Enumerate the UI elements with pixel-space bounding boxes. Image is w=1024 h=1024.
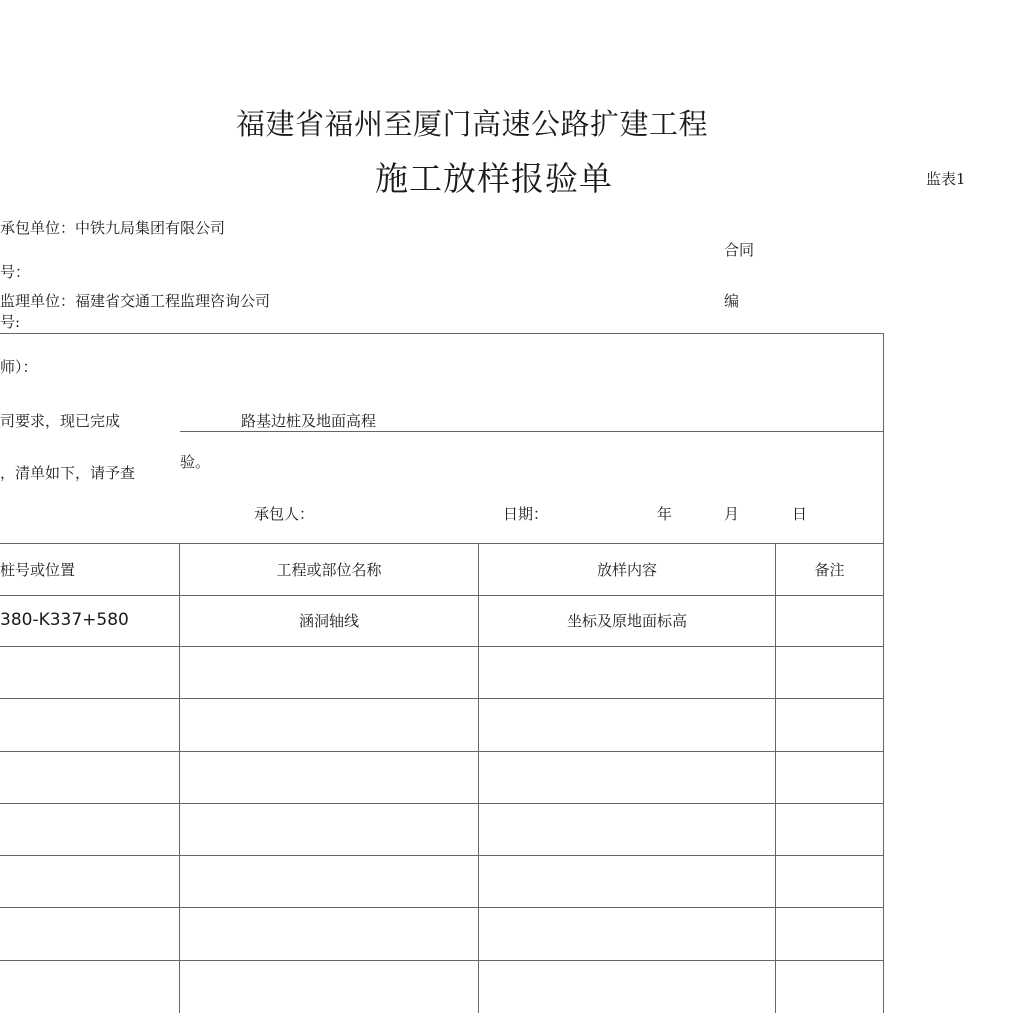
row-divider [0,907,884,908]
contractor-signature-label: 承包人： [254,505,315,523]
row-divider [0,595,884,596]
contractor-unit: 承包单位：中铁九局集团有限公司 [0,219,226,237]
row-divider [0,855,884,856]
number-label-2: 号: [0,313,21,331]
form-code: 监表1 [926,170,966,188]
column-divider [775,543,776,1013]
column-header-layout-content: 放样内容 [596,561,657,579]
row-divider [0,960,884,961]
project-title: 福建省福州至厦门高速公路扩建工程 [236,107,709,141]
row-divider [0,698,884,699]
contract-label: 合同 [724,241,755,259]
inspect-suffix: 验。 [180,453,211,471]
number-label: 号： [0,263,31,281]
month-label: 月 [724,505,740,523]
table-cell-layout-content: 坐标及原地面标高 [566,612,687,630]
completed-item-underline [180,431,884,432]
completed-prefix: 司要求，现已完成 [0,412,121,430]
supervisor-unit: 监理单位：福建省交通工程监理咨询公司 [0,292,271,310]
addressee: 师）： [0,358,38,376]
list-text: ，清单如下，请予查 [0,464,136,482]
day-label: 日 [792,505,808,523]
table-cell-stake: 380-K337+580 [0,610,129,630]
year-label: 年 [657,505,673,523]
number-edit-label: 编 [724,292,740,310]
column-header-remarks: 备注 [814,561,845,579]
completed-item: 路基边桩及地面高程 [241,412,377,430]
row-divider [0,803,884,804]
request-top-border [0,333,884,334]
column-header-stake: 桩号或位置 [0,561,76,579]
row-divider [0,751,884,752]
column-header-part-name: 工程或部位名称 [276,561,382,579]
date-label: 日期： [503,505,549,523]
form-title: 施工放样报验单 [375,159,613,198]
table-cell-part-name: 涵洞轴线 [298,612,359,630]
table-right-border [883,333,884,1013]
table-top-border [0,543,884,544]
row-divider [0,646,884,647]
